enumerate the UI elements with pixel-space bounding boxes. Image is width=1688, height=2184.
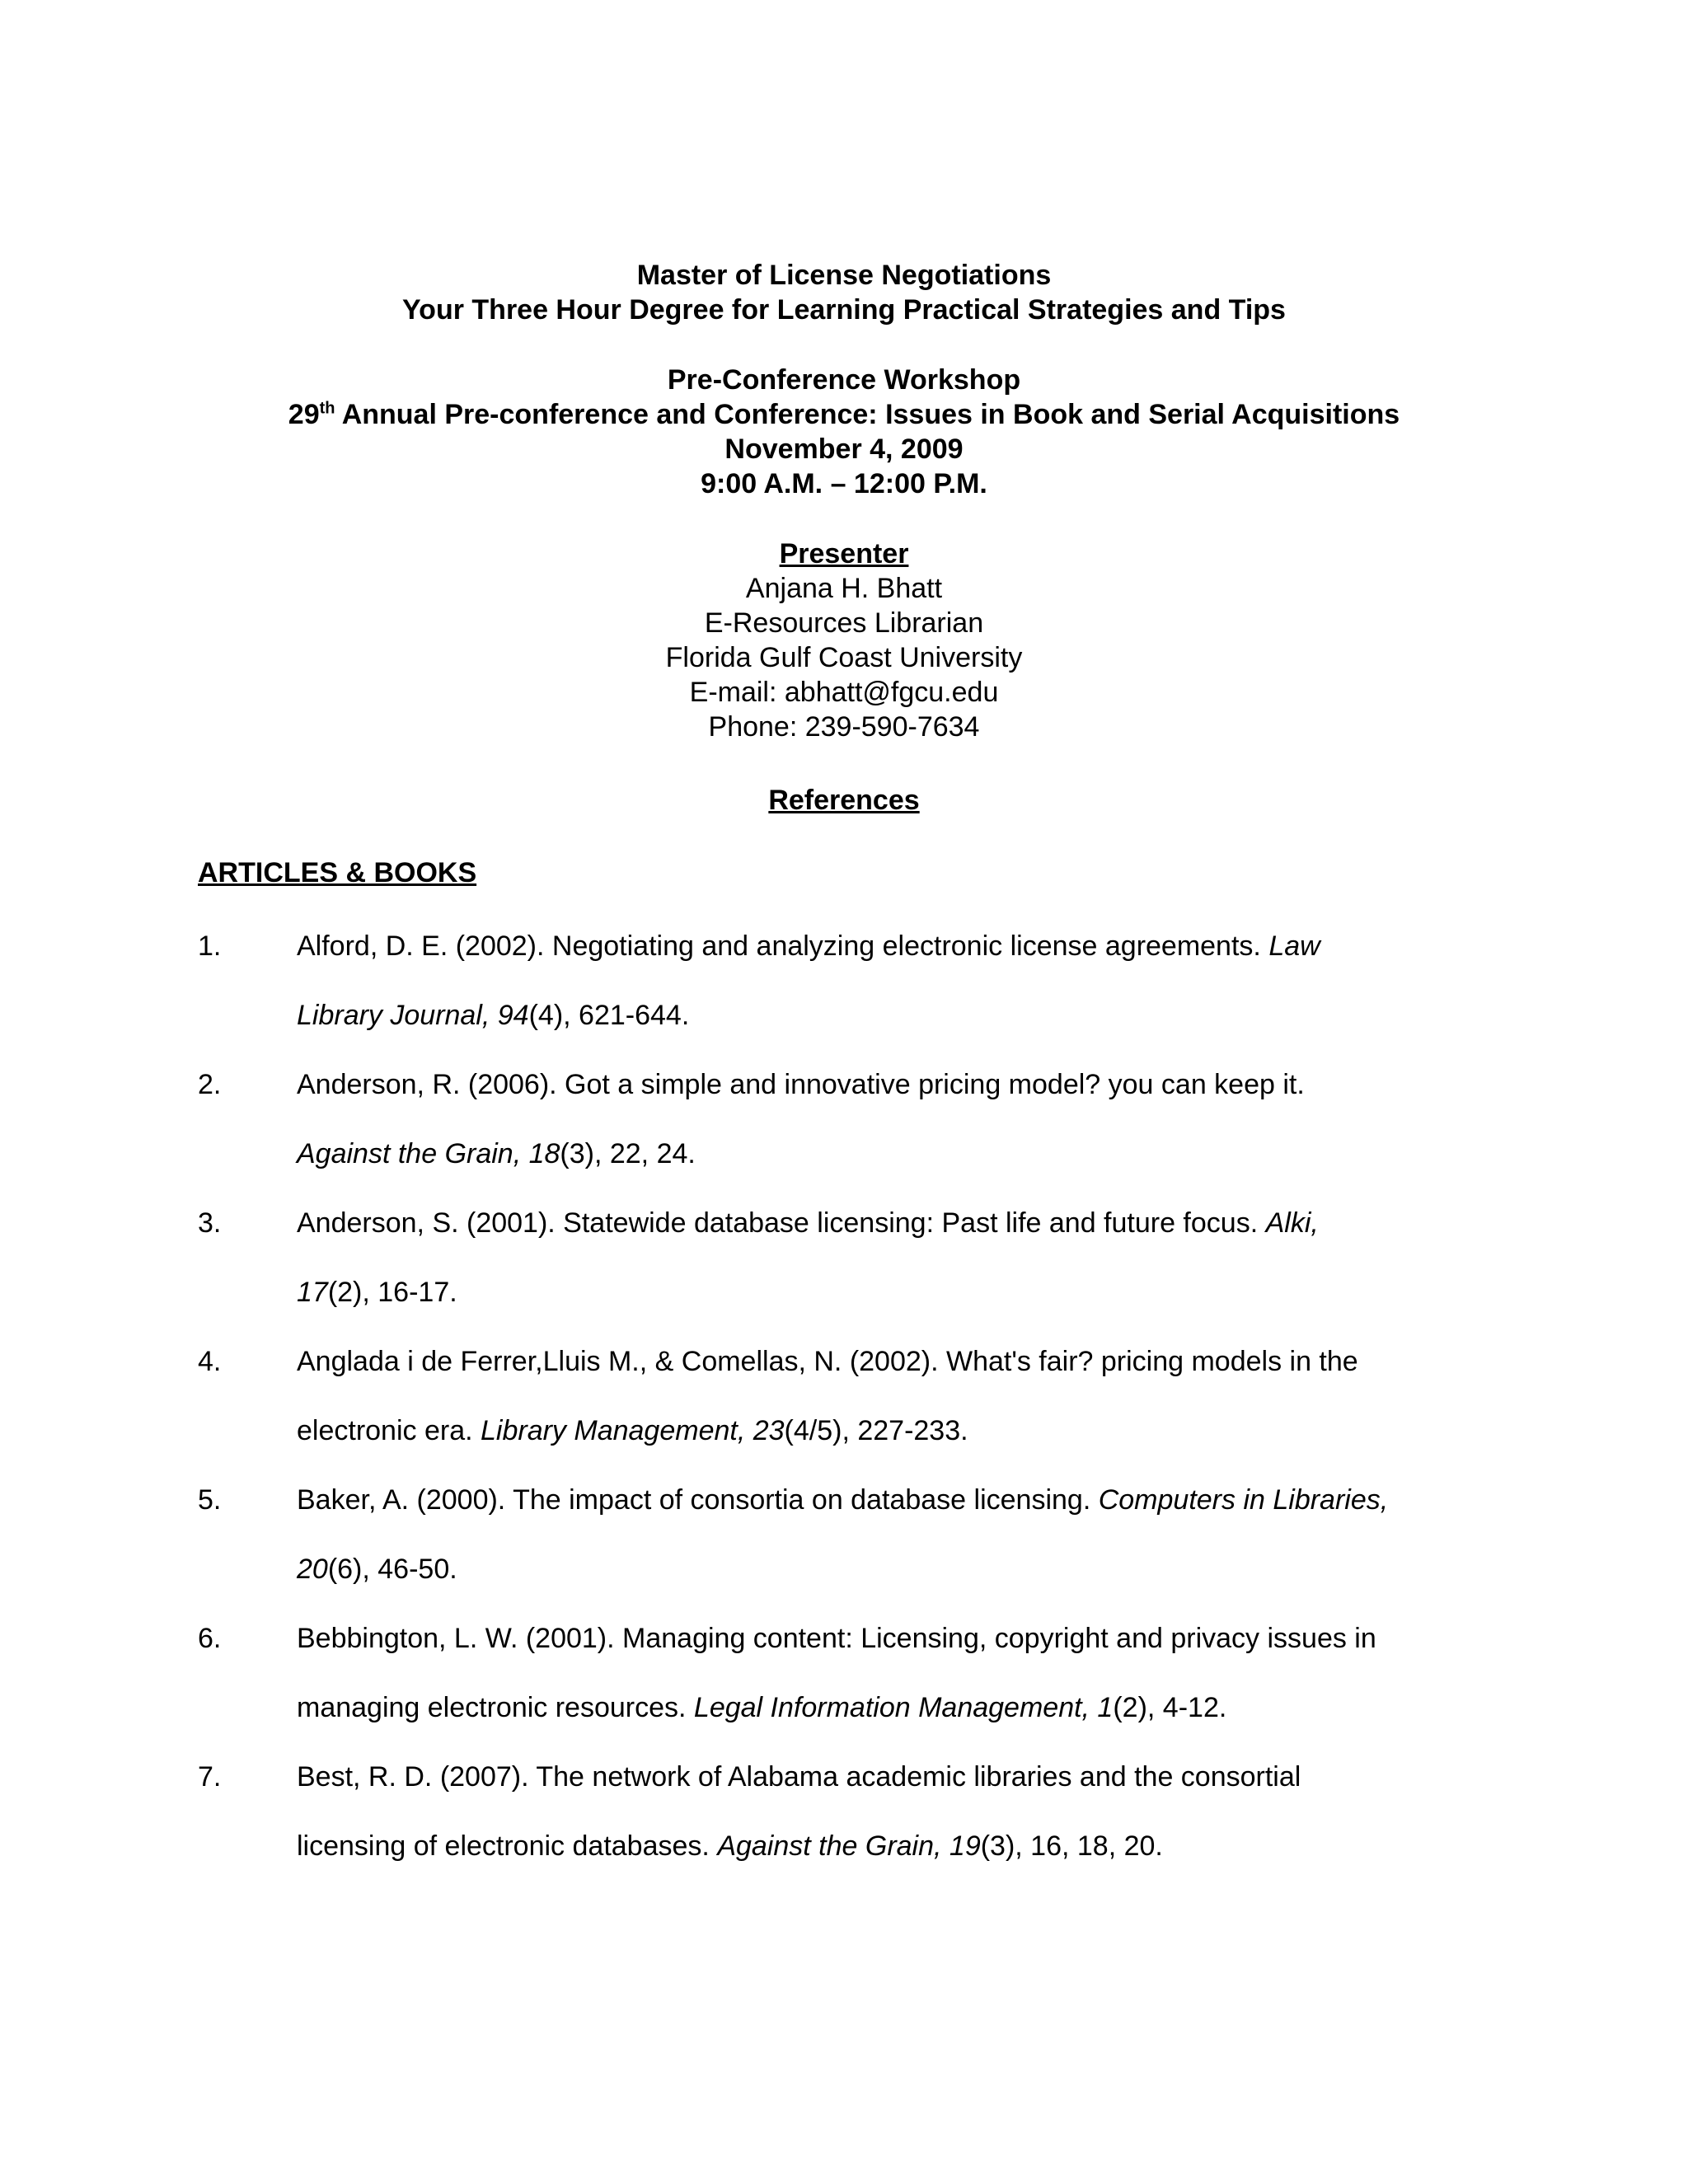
reference-number: 6. <box>198 1623 222 1654</box>
reference-number: 3. <box>198 1207 222 1239</box>
reference-line-1: Bebbington, L. W. (2001). Managing content: Licensing, copyright and privacy issues in <box>297 1623 1376 1654</box>
reference-line-1: Best, R. D. (2007). The network of Alabama academic libraries and the consortial <box>297 1761 1301 1793</box>
presenter-institution: Florida Gulf Coast University <box>665 642 1023 673</box>
conference-ordinal-suffix: th <box>319 399 335 418</box>
reference-line-2: 17(2), 16-17. <box>297 1277 457 1308</box>
presenter-phone: Phone: 239-590-7634 <box>708 711 980 743</box>
presenter-block <box>0 537 1688 744</box>
reference-line-1: Baker, A. (2000). The impact of consortia on database licensing. Computers in Libraries, <box>297 1484 1389 1516</box>
reference-line-2: managing electronic resources. Legal Information Management, 1(2), 4-12. <box>297 1692 1227 1723</box>
document-subtitle: Your Three Hour Degree for Learning Practical Strategies and Tips <box>402 294 1286 326</box>
reference-item-5 <box>198 1483 1484 1621</box>
reference-item-6 <box>198 1621 1484 1760</box>
reference-line-1: Alford, D. E. (2002). Negotiating and analyzing electronic license agreements. Law <box>297 930 1320 962</box>
presenter-name: Anjana H. Bhatt <box>745 573 943 604</box>
reference-text <box>297 1067 1492 1206</box>
reference-text <box>297 929 1492 1067</box>
reference-number: 1. <box>198 930 222 962</box>
reference-text <box>297 1621 1492 1760</box>
conference-title-text: Annual Pre-conference and Conference: Issues in Book and Serial Acquisitions <box>335 399 1400 430</box>
reference-item-4 <box>198 1344 1484 1483</box>
reference-item-1 <box>198 929 1484 1067</box>
reference-text <box>297 1760 1492 1898</box>
reference-text <box>297 1344 1492 1483</box>
reference-line-2: electronic era. Library Management, 23(4/5), 227-233. <box>297 1415 968 1446</box>
reference-text <box>297 1206 1492 1344</box>
reference-list <box>198 929 1484 1898</box>
workshop-time: 9:00 A.M. – 12:00 P.M. <box>701 468 987 499</box>
reference-line-2: licensing of electronic databases. Against the Grain, 19(3), 16, 18, 20. <box>297 1830 1163 1862</box>
reference-line-1: Anglada i de Ferrer,Lluis M., & Comellas, N. (2002). What's fair? pricing models in the <box>297 1346 1358 1377</box>
reference-number: 4. <box>198 1346 222 1377</box>
reference-number: 5. <box>198 1484 222 1516</box>
reference-line-2: 20(6), 46-50. <box>297 1554 457 1585</box>
document-title: Master of License Negotiations <box>636 260 1052 291</box>
workshop-date: November 4, 2009 <box>724 434 964 465</box>
presenter-email: E-mail: abhatt@fgcu.edu <box>689 677 999 708</box>
conference-ordinal-number: 29 <box>288 399 320 430</box>
reference-item-2 <box>198 1067 1484 1206</box>
reference-line-1: Anderson, S. (2001). Statewide database licensing: Past life and future focus. Alki, <box>297 1207 1319 1239</box>
reference-line-2: Against the Grain, 18(3), 22, 24. <box>297 1138 696 1169</box>
reference-line-1: Anderson, R. (2006). Got a simple and innovative pricing model? you can keep it. <box>297 1069 1305 1100</box>
references-heading: References <box>768 785 920 816</box>
reference-line-2: Library Journal, 94(4), 621-644. <box>297 1000 690 1031</box>
reference-text <box>297 1483 1492 1621</box>
reference-number: 2. <box>198 1069 222 1100</box>
presenter-heading: Presenter <box>779 538 909 569</box>
conference-title <box>0 397 1688 432</box>
workshop-block <box>0 363 1688 501</box>
reference-item-3 <box>198 1206 1484 1344</box>
reference-item-7 <box>198 1760 1484 1898</box>
title-block <box>0 258 1688 327</box>
articles-books-heading: ARTICLES & BOOKS <box>198 857 477 888</box>
workshop-name: Pre-Conference Workshop <box>667 364 1021 396</box>
presenter-role: E-Resources Librarian <box>704 607 984 639</box>
reference-number: 7. <box>198 1761 222 1793</box>
